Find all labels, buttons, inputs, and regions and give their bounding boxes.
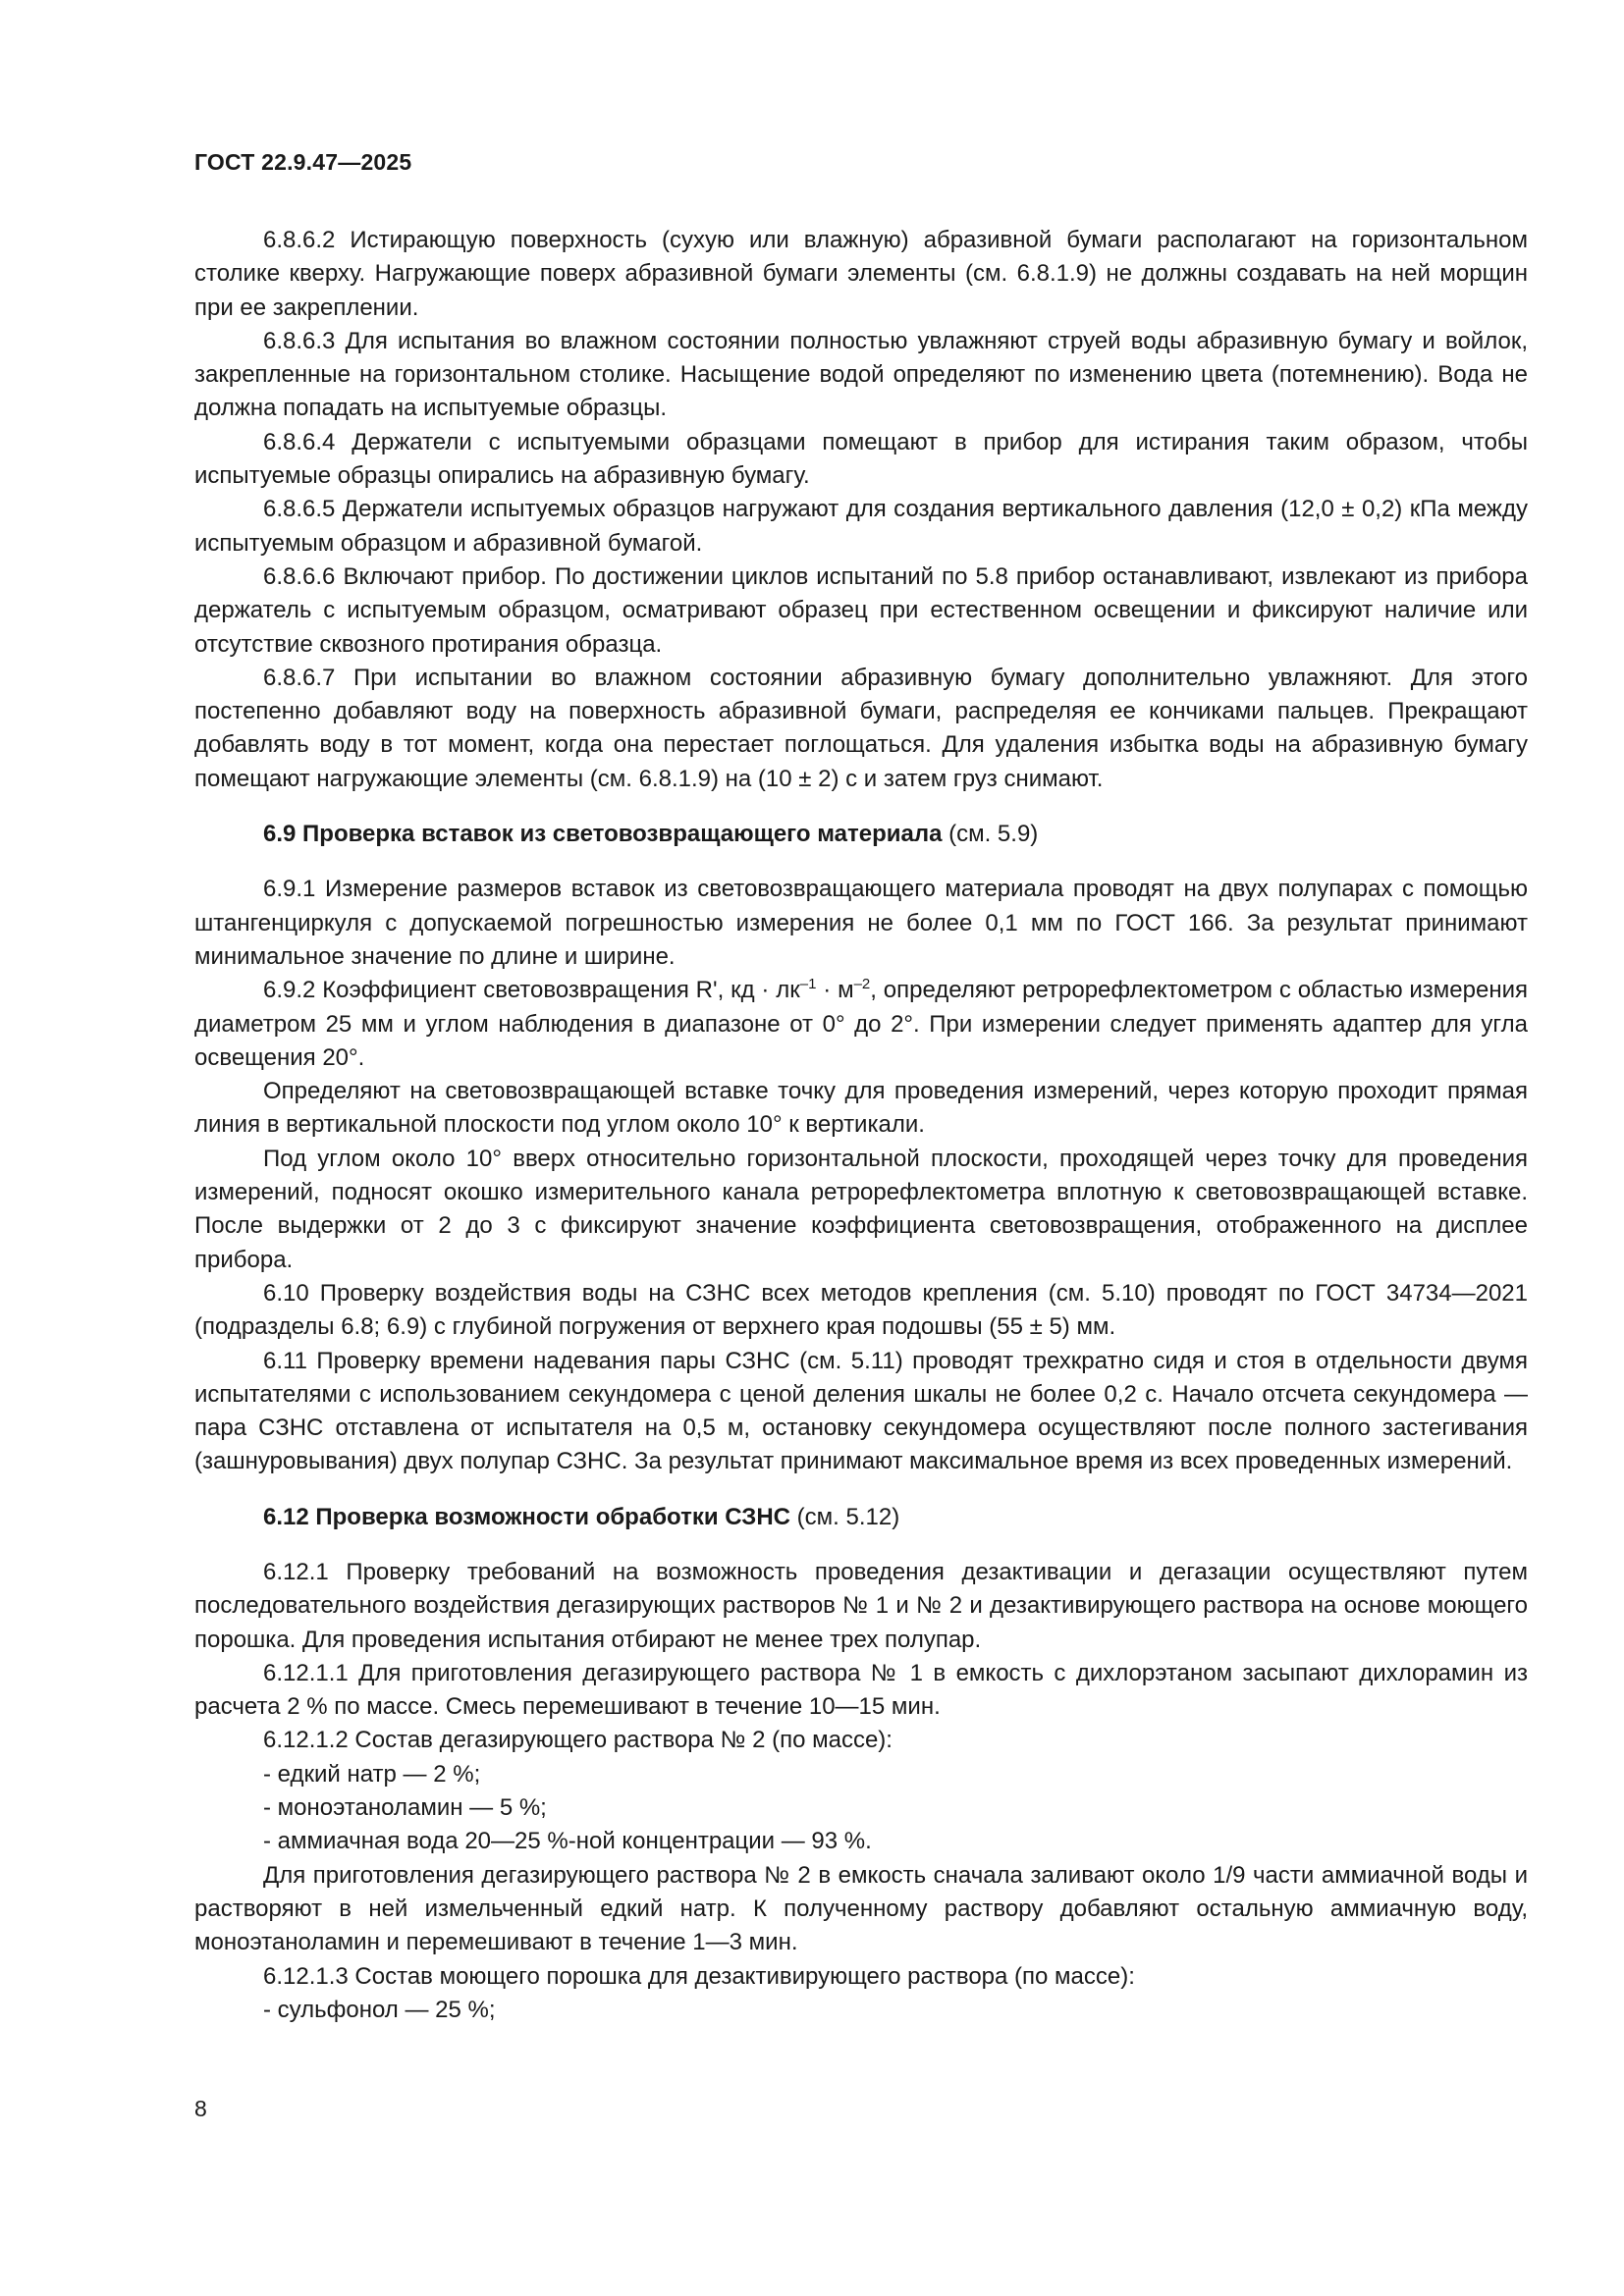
superscript-minus-1: –1 xyxy=(799,976,817,993)
paragraph-6-8-6-7: 6.8.6.7 При испытании во влажном состоянии абразивную бумагу дополнительно увлажняют. Для этого постепенно добавляют воду на поверхность абразивной бумаги, распределяя ее кончиками пальцев. Прекращают добавлять воду в тот момент, когда она перестает поглощаться. Для удаления избытка воды на абразивную бумагу помещают нагружающие элементы (см. 6.8.1.9) на (10 ± 2) с и затем груз снимают. xyxy=(194,664,1528,792)
list-item: - сульфонол — 25 %; xyxy=(263,1996,496,2023)
paragraph-6-12-1-3: 6.12.1.3 Состав моющего порошка для дезактивирующего раствора (по массе): xyxy=(263,1962,1135,1990)
paragraph-6-9-2-part-c: , определяют ретрорефлектометром с областью измерения диаметром 25 мм и углом наблюдения в диапазоне от 0° до 2°. При измерении следует применять адаптер для угла освещения 20°. xyxy=(194,977,1529,1071)
paragraph-6-9-1: 6.9.1 Измерение размеров вставок из световозвращающего материала проводят на двух полупарах с помощью штангенциркуля с допускаемой погрешностью измерения не более 0,1 мм по ГОСТ 166. За результат принимают минимальное значение по длине и ширине. xyxy=(194,876,1528,970)
paragraph-6-8-6-2: 6.8.6.2 Истирающую поверхность (сухую или влажную) абразивной бумаги располагают на горизонтальном столике кверху. Нагружающие поверх абразивной бумаги элементы (см. 6.8.1.9) не должны создавать на ней морщин при ее закреплении. xyxy=(194,227,1528,321)
paragraph-6-10: 6.10 Проверку воздействия воды на СЗНС всех методов крепления (см. 5.10) проводят по ГОСТ 34734—2021 (подразделы 6.8; 6.9) с глубиной погружения от верхнего края подошвы (55 ± 5) мм. xyxy=(194,1279,1528,1341)
paragraph-measure-angle: Под углом около 10° вверх относительно горизонтальной плоскости, проходящей через точку для проведения измерений, подносят окошко измерительного канала ретрорефлектометра вплотную к световозвращающей вставке. После выдержки от 2 до 3 с фиксируют значение коэффициента световозвращения, отображенного на дисплее прибора. xyxy=(194,1145,1528,1273)
paragraph-6-9-2-part-a: 6.9.2 Коэффициент световозвращения R', кд · лк xyxy=(263,977,800,1004)
paragraph-6-8-6-3: 6.8.6.3 Для испытания во влажном состоянии полностью увлажняют струей воды абразивную бумагу и войлок, закрепленные на горизонтальном столике. Насыщение водой определяют по изменению цвета (потемнению). Вода не должна попадать на испытуемые образцы. xyxy=(194,327,1528,422)
paragraph-6-8-6-6: 6.8.6.6 Включают прибор. По достижении циклов испытаний по 5.8 прибор останавливают, извлекают из прибора держатель с испытуемым образцом, осматривают образец при естественном освещении и фиксируют наличие или отсутствие сквозного протирания образца. xyxy=(194,562,1528,658)
paragraph-6-8-6-5: 6.8.6.5 Держатели испытуемых образцов нагружают для создания вертикального давления (12,0 ± 0,2) кПа между испытуемым образцом и абразивной бумагой. xyxy=(194,496,1528,557)
document-body xyxy=(194,224,1528,2027)
paragraph-6-9-2 xyxy=(194,974,1528,1075)
section-heading-6-9-ref: (см. 5.9) xyxy=(942,821,1039,848)
paragraph-solution-2-prep: Для приготовления дегазирующего раствора № 2 в емкость сначала заливают около 1/9 части аммиачной воды и растворяют в ней измельченный едкий натр. К полученному раствору добавляют остальную аммиачную воду, моноэтаноламин и перемешивают в течение 1—3 мин. xyxy=(194,1861,1528,1956)
section-heading-6-9 xyxy=(194,818,1528,851)
section-heading-6-12-ref: (см. 5.12) xyxy=(789,1503,900,1530)
paragraph-measure-point: Определяют на световозвращающей вставке точку для проведения измерений, через которую проходит прямая линия в вертикальной плоскости под углом около 10° к вертикали. xyxy=(194,1078,1528,1139)
document-header: ГОСТ 22.9.47—2025 xyxy=(194,149,412,175)
paragraph-6-9-2-part-b: · м xyxy=(816,977,854,1004)
section-heading-6-9-title: 6.9 Проверка вставок из световозвращающего материала xyxy=(263,821,943,848)
paragraph-6-12-1: 6.12.1 Проверку требований на возможность проведения дезактивации и дегазации осуществляют путем последовательного воздействия дегазирующих растворов № 1 и № 2 и дезактивирующего раствора на основе моющего порошка. Для проведения испытания отбирают не менее трех полупар. xyxy=(194,1558,1528,1653)
superscript-minus-2: –2 xyxy=(853,976,871,993)
list-item: - едкий натр — 2 %; xyxy=(263,1760,481,1788)
list-item: - аммиачная вода 20—25 %-ной концентрации — 93 %. xyxy=(263,1828,872,1855)
page-number: 8 xyxy=(194,2096,207,2121)
paragraph-6-12-1-1: 6.12.1.1 Для приготовления дегазирующего раствора № 1 в емкость с дихлорэтаном засыпают дихлорамин из расчета 2 % по массе. Смесь перемешивают в течение 10—15 мин. xyxy=(194,1659,1528,1721)
section-heading-6-12-title: 6.12 Проверка возможности обработки СЗНС xyxy=(263,1503,790,1530)
paragraph-6-8-6-4: 6.8.6.4 Держатели с испытуемыми образцами помещают в прибор для истирания таким образом, чтобы испытуемые образцы опирались на абразивную бумагу. xyxy=(194,428,1528,490)
section-heading-6-12 xyxy=(194,1501,1528,1534)
paragraph-6-11: 6.11 Проверку времени надевания пары СЗНС (см. 5.11) проводят трехкратно сидя и стоя в отдельности двумя испытателями с использованием секундомера с ценой деления шкалы не более 0,2 с. Начало отсчета секундомера — пара СЗНС отставлена от испытателя на 0,5 м, остановку секундомера осуществляют после полного застегивания (зашнуровывания) двух полупар СЗНС. За результат принимают максимальное время из всех проведенных измерений. xyxy=(194,1347,1528,1475)
paragraph-6-12-1-2: 6.12.1.2 Состав дегазирующего раствора № 2 (по массе): xyxy=(263,1727,893,1754)
list-item: - моноэтаноламин — 5 %; xyxy=(263,1794,547,1822)
